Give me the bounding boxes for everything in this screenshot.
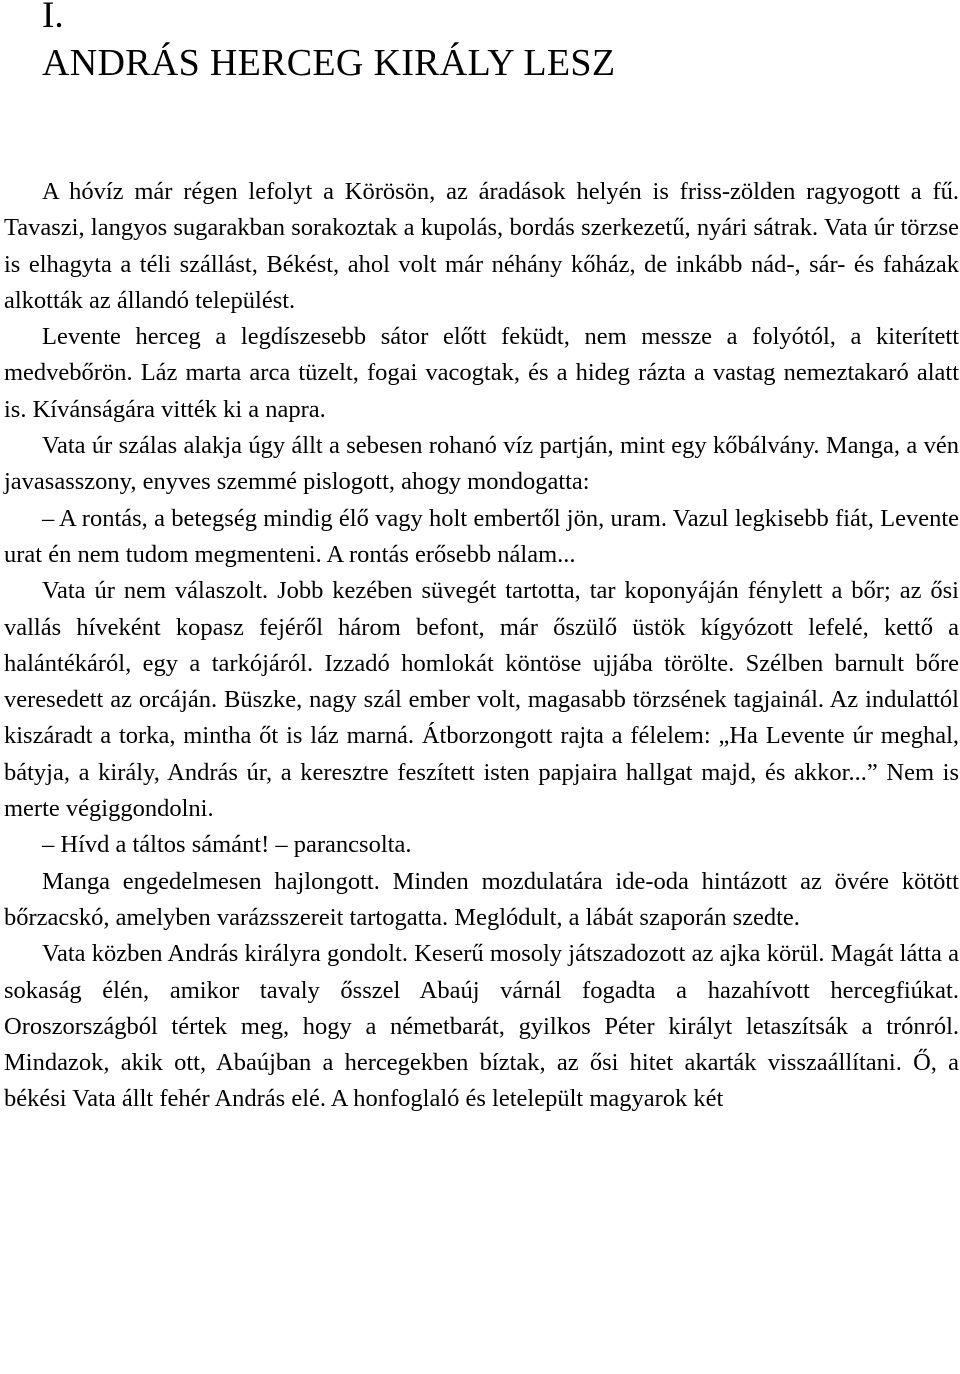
paragraph: Vata közben András királyra gondolt. Keserű mosoly játszadozott az ajka körül. Magát látta a sokaság élén, amikor tavaly ősszel Abaúj várnál fogadta a hazahívott hercegfiúkat. Oroszországból tértek meg, hogy a németbarát, gyilkos Péter királyt letaszítsák a trónról. Mindazok, akik ott, Abaújban a hercegekben bíztak, az ősi hitet akarták visszaállítani. Ő, a békési Vata állt fehér András elé. A honfoglaló és letelepült magyarok két [4, 940, 959, 1113]
paragraph: – Hívd a táltos sámánt! – parancsolta. [42, 831, 412, 859]
paragraph: Vata úr nem válaszolt. Jobb kezében süvegét tartotta, tar koponyáján fénylett a bőr; az ősi vallás híveként kopasz fejéről három befont, már őszülő üstök kígyózott lefelé, kettő a halántékáról, egy a tarkójáról. Izzadó homlokát köntöse ujjába törölte. Szélben barnult bőre veresedett az orcáján. Büszke, nagy szál ember volt, magasabb törzsének tagjainál. Az indulattól kiszáradt a torka, mintha őt is láz marná. Átborzongott rajta a félelem: „Ha Levente úr meghal, bátyja, a király, András úr, a keresztre feszített isten papjaira hallgat majd, és akkor...” Nem is merte végiggondolni. [4, 577, 959, 823]
chapter-number: I. [42, 0, 64, 36]
paragraph: Manga engedelmesen hajlongott. Minden mozdulatára ide-oda hintázott az övére kötött bőrzacskó, amelyben varázsszereit tartogatta. Meglódult, a lábát szaporán szedte. [4, 867, 959, 931]
chapter-title: ANDRÁS HERCEG KIRÁLY LESZ [42, 42, 616, 84]
paragraph: – A rontás, a betegség mindig élő vagy holt embertől jön, uram. Vazul legkisebb fiát, Levente urat én nem tudom megmenteni. A rontás erősebb nálam... [4, 504, 959, 568]
paragraph: Vata úr szálas alakja úgy állt a sebesen rohanó víz partján, mint egy kőbálvány. Manga, a vén javasasszony, enyves szemmé pislogott, ahogy mondogatta: [4, 432, 959, 496]
paragraph: Levente herceg a legdíszesebb sátor előtt feküdt, nem messze a folyótól, a kiterített medvebőrön. Láz marta arca tüzelt, fogai vacogtak, és a hideg rázta a vastag nemeztakaró alatt is. Kívánságára vitték ki a napra. [4, 323, 959, 423]
paragraph: A hóvíz már régen lefolyt a Körösön, az áradások helyén is friss-zölden ragyogott a fű. Tavaszi, langyos sugarakban sorakoztak a kupolás, bordás szerkezetű, nyári sátrak. Vata úr törzse is elhagyta a téli szállást, Békést, ahol volt már néhány kőház, de inkább nád-, sár- és faházak alkották az állandó települést. [4, 178, 959, 314]
body-text [4, 174, 959, 1118]
